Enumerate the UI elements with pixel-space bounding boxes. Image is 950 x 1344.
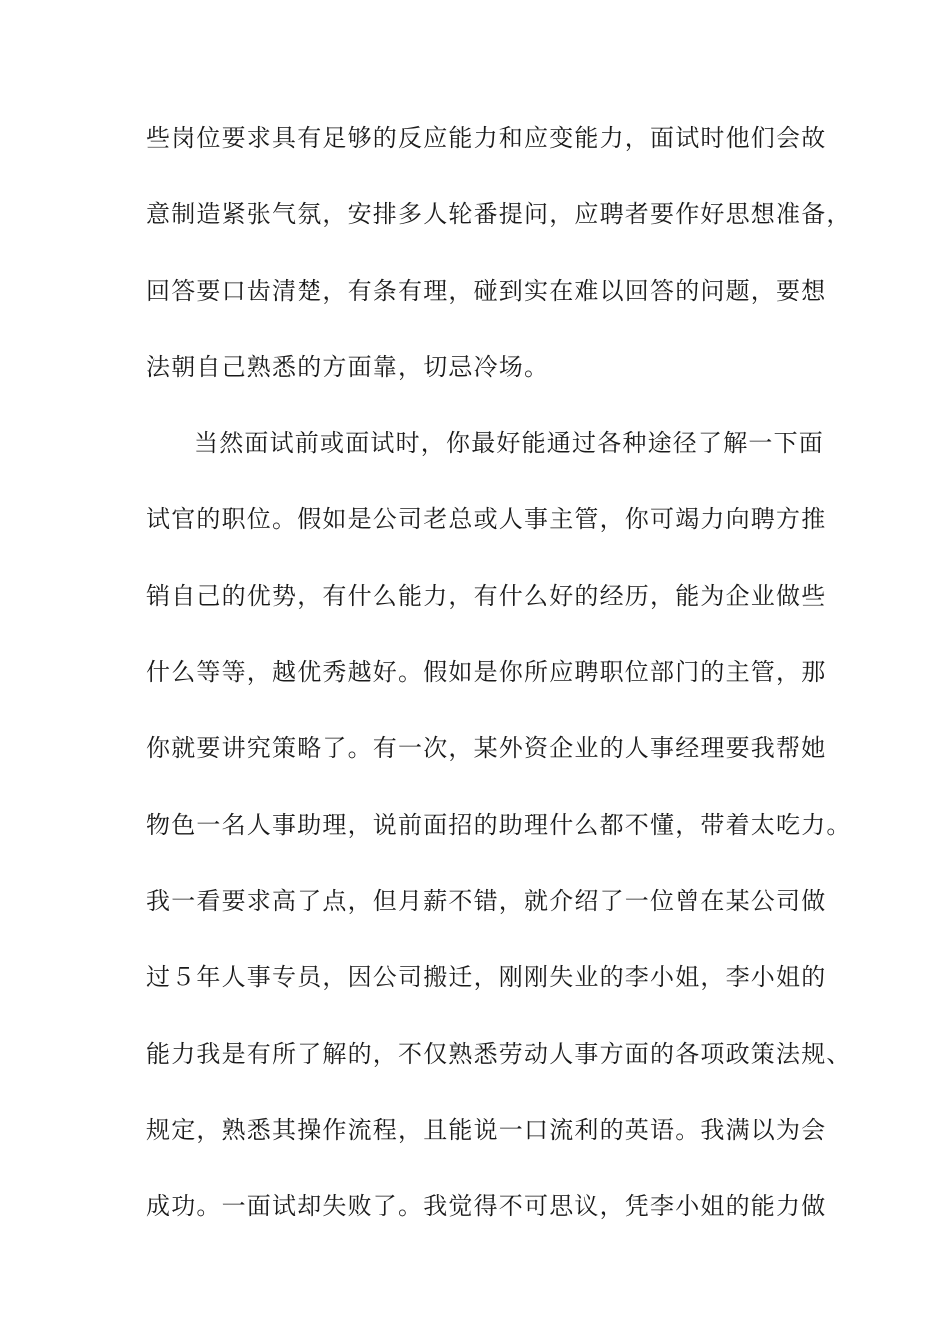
text-line: 成功。一面试却失败了。我觉得不可思议，凭李小姐的能力做 [146, 1192, 827, 1221]
text-line: 什么等等，越优秀越好。假如是你所应聘职位部门的主管，那 [146, 658, 827, 687]
text-line: 些岗位要求具有足够的反应能力和应变能力，面试时他们会故 [146, 124, 827, 152]
text-line: 法朝自己熟悉的方面靠，切忌冷场。 [146, 352, 550, 381]
text-line: 意制造紧张气氛，安排多人轮番提问，应聘者要作好思想准备， [146, 200, 852, 229]
text-line: 过５年人事专员，因公司搬迁，刚刚失业的李小姐，李小姐的 [146, 963, 827, 992]
text-line-indented: 当然面试前或面试时，你最好能通过各种途径了解一下面 [194, 429, 824, 458]
text-line: 销自己的优势，有什么能力，有什么好的经历，能为企业做些 [146, 581, 827, 610]
text-line: 回答要口齿清楚，有条有理，碰到实在难以回答的问题，要想 [146, 276, 827, 305]
text-line: 你就要讲究策略了。有一次，某外资企业的人事经理要我帮她 [146, 734, 827, 763]
text-line: 试官的职位。假如是公司老总或人事主管，你可竭力向聘方推 [146, 505, 827, 534]
text-line: 我一看要求高了点，但月薪不错，就介绍了一位曾在某公司做 [146, 886, 827, 915]
text-line: 规定，熟悉其操作流程，且能说一口流利的英语。我满以为会 [146, 1115, 827, 1144]
text-line: 物色一名人事助理，说前面招的助理什么都不懂，带着太吃力。 [146, 810, 852, 839]
text-line: 能力我是有所了解的，不仅熟悉劳动人事方面的各项政策法规、 [146, 1039, 852, 1068]
document-body [146, 124, 852, 1270]
